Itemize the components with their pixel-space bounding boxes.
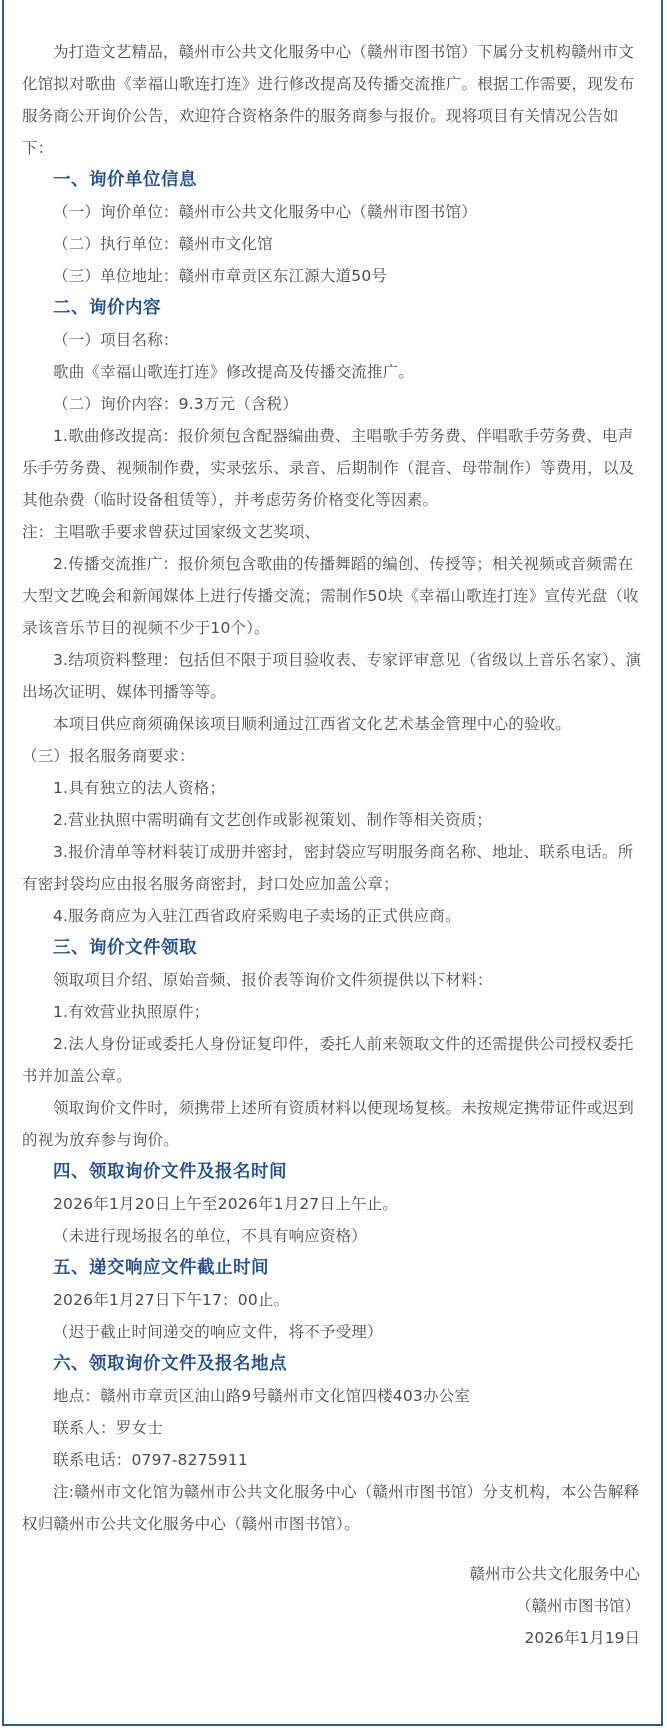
signature-date: 2026年1月19日 <box>524 1629 640 1647</box>
s6-phone: 联系电话：0797-8275911 <box>53 1451 248 1469</box>
s3-note: 领取询价文件时，须携带上述所有资质材料以便现场复核。未按规定携带证件或迟到的视为放弃参与询价。 <box>22 1099 634 1149</box>
s6-note: 注:赣州市文化馆为赣州市公共文化服务中心（赣州市图书馆）分支机构，本公告解释权归赣州市公共文化服务中心（赣州市图书馆）。 <box>22 1483 640 1533</box>
s2-paragraph-2: 2.传播交流推广：报价须包含歌曲的传播舞蹈的编创、传授等；相关视频或音频需在大型文艺晚会和新闻媒体上进行传播交流；需制作50块《幸福山歌连打连》宣传光盘（收录该音乐节目的视频不少于10个）。 <box>22 555 639 637</box>
s2-inquiry-content: （二）询价内容：9.3万元（含税） <box>53 395 299 413</box>
s5-note: （迟于截止时间递交的响应文件，将不予受理） <box>53 1323 383 1341</box>
signature-sub: （赣州市图书馆） <box>515 1597 640 1615</box>
section-6-heading: 六、领取询价文件及报名地点 <box>53 1354 287 1374</box>
section-3-heading: 三、询价文件领取 <box>53 938 197 958</box>
s6-address: 地点：赣州市章贡区油山路9号赣州市文化馆四楼403办公室 <box>53 1387 471 1405</box>
s1-item-inquirer: （一）询价单位：赣州市公共文化服务中心（赣州市图书馆） <box>53 203 477 221</box>
s2-requirement-2: 2.营业执照中需明确有文艺创作或影视策划、制作等相关资质； <box>53 811 493 829</box>
intro-paragraph: 为打造文艺精品，赣州市公共文化服务中心（赣州市图书馆）下属分支机构赣州市文化馆拟对歌曲《幸福山歌连打连》进行修改提高及传播交流推广。根据工作需要，现发布服务商公开询价公告，欢迎符合资格条件的服务商参与报价。现将项目有关情况公告如下： <box>22 43 635 157</box>
s2-requirement-4: 4.服务商应为入驻江西省政府采购电子卖场的正式供应商。 <box>53 907 461 925</box>
s2-requirement-3: 3.报价清单等材料装订成册并密封，密封袋应写明服务商名称、地址、联系电话。所有密封袋均应由报名服务商密封，封口处应加盖公章； <box>22 843 634 893</box>
section-4-heading: 四、领取询价文件及报名时间 <box>53 1162 287 1182</box>
s2-paragraph-4: 本项目供应商须确保该项目顺利通过江西省文化艺术基金管理中心的验收。 <box>53 715 572 733</box>
section-2-heading: 二、询价内容 <box>53 298 161 318</box>
section-1-heading: 一、询价单位信息 <box>53 170 197 190</box>
s1-item-executor: （二）执行单位：赣州市文化馆 <box>53 235 273 253</box>
s5-time: 2026年1月27日下午17：00止。 <box>53 1291 290 1309</box>
s2-project-name-value: 歌曲《幸福山歌连打连》修改提高及传播交流推广。 <box>53 363 415 381</box>
s2-project-name-label: （一）项目名称： <box>53 331 179 349</box>
s3-intro: 领取项目介绍、原始音频、报价表等询价文件须提供以下材料： <box>53 971 493 989</box>
s4-note: （未进行现场报名的单位，不具有响应资格） <box>53 1227 368 1245</box>
s3-item-2: 2.法人身份证或委托人身份证复印件，委托人前来领取文件的还需提供公司授权委托书并加盖公章。 <box>22 1035 634 1085</box>
s2-requirement-1: 1.具有独立的法人资格； <box>53 779 226 797</box>
s3-item-1: 1.有效营业执照原件； <box>53 1003 210 1021</box>
s2-requirements-label: （三）报名服务商要求： <box>22 747 195 765</box>
s2-paragraph-1: 1.歌曲修改提高：报价须包含配器编曲费、主唱歌手劳务费、伴唱歌手劳务费、电声乐手劳务费、视频制作费，实录弦乐、录音、后期制作（混音、母带制作）等费用，以及其他杂费（临时设备租赁等），并考虑劳务价格变化等因素。 <box>22 427 635 509</box>
s6-contact: 联系人：罗女士 <box>53 1419 163 1437</box>
signature-org: 赣州市公共文化服务中心 <box>469 1565 640 1583</box>
announcement-body <box>22 36 644 1654</box>
spacer <box>22 1540 644 1558</box>
section-5-heading: 五、递交响应文件截止时间 <box>53 1258 269 1278</box>
s4-time: 2026年1月20日上午至2026年1月27日上午止。 <box>53 1195 398 1213</box>
s1-item-address: （三）单位地址：赣州市章贡区东江源大道50号 <box>53 267 388 285</box>
s2-paragraph-3: 3.结项资料整理：包括但不限于项目验收表、专家评审意见（省级以上音乐名家）、演出场次证明、媒体刊播等等。 <box>22 651 642 701</box>
s2-note: 注：主唱歌手要求曾获过国家级文艺奖项、 <box>22 523 321 541</box>
